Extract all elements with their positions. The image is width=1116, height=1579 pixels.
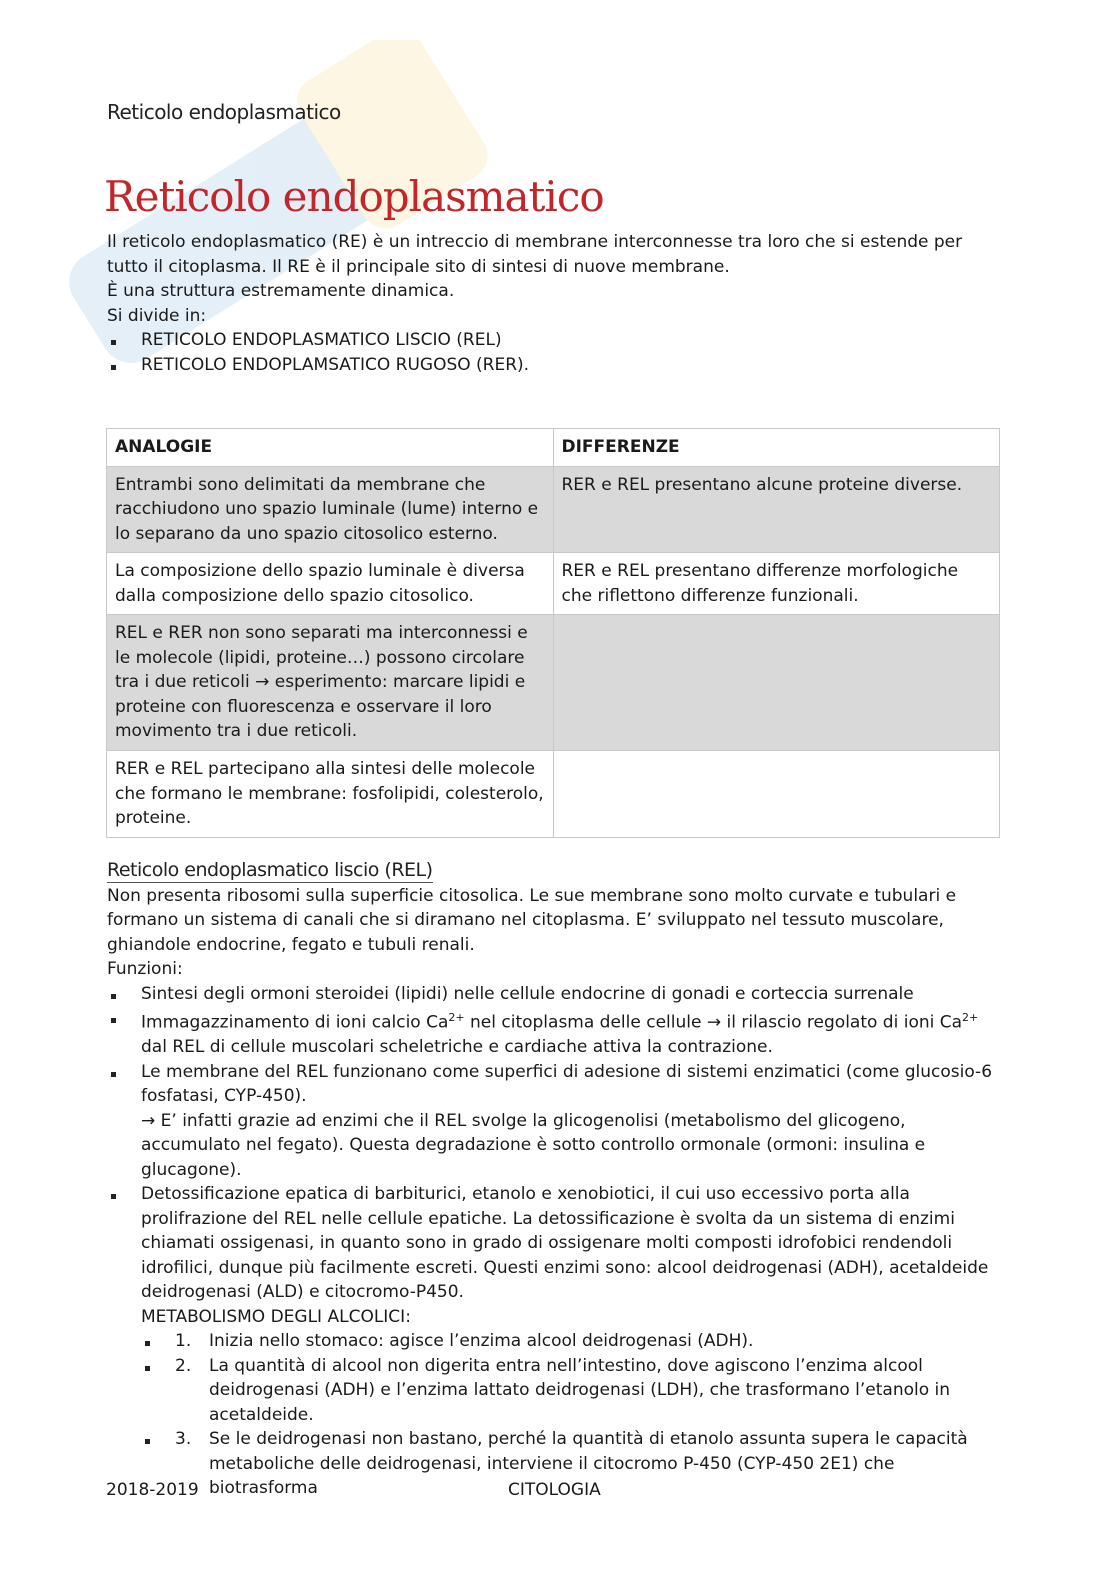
rel-description: Non presenta ribosomi sulla superficie citosolica. Le sue membrane sono molto curvate e tubulari e formano un sistema di canali che si diramano nel citoplasma. E’ sviluppato nel tessuto muscolare, ghiandole endocrine, fegato e tubuli renali. — [107, 885, 957, 955]
table-row — [107, 466, 1000, 553]
table-row — [107, 553, 1000, 615]
intro-section — [107, 230, 1007, 377]
intro-paragraph: Il reticolo endoplasmatico (RE) è un intreccio di membrane interconnesse tra loro che si estende per tutto il citoplasma. Il RE è il principale sito di sintesi di nuove membrane. — [107, 232, 963, 277]
intro-bullet-list — [107, 328, 1007, 377]
column-header-differenze: DIFFERENZE — [553, 429, 1000, 467]
intro-paragraph: È una struttura estremamente dinamica. — [107, 281, 455, 301]
comparison-table — [106, 428, 1000, 838]
step-text: Se le deidrogenasi non bastano, perché la quantità di etanolo assunta supera le capacità metaboliche delle deidrogenasi, interviene il citocromo P-450 (CYP-450 2E1) che biotrasforma — [209, 1429, 968, 1499]
table-cell — [553, 615, 1000, 751]
table-cell: RER e REL presentano differenze morfologiche che riflettono differenze funzionali. — [553, 553, 1000, 615]
list-item — [141, 1354, 1007, 1428]
footer-year: 2018-2019 — [106, 1480, 199, 1500]
table-cell: REL e RER non sono separati ma interconnessi e le molecole (lipidi, proteine…) possono circolare tra i due reticoli → esperimento: marcare lipidi e proteine con fluorescenza e osservare il loro movimento tra i due reticoli. — [107, 615, 554, 751]
step-text: La quantità di alcool non digerita entra nell’intestino, dove agiscono l’enzima alcool deidrogenasi (ADH) e l’enzima lattato deidrogenasi (LDH), che trasformano l’etanolo in acetaldeide. — [209, 1355, 951, 1425]
list-item — [107, 1060, 1007, 1183]
list-item — [107, 1182, 1007, 1501]
rel-section — [107, 858, 1007, 1501]
text-run: nel citoplasma delle cellule → il rilascio regolato di ioni Ca — [464, 1012, 963, 1033]
table-header-row — [107, 429, 1000, 467]
text-run: Le membrane del REL funzionano come superfici di adesione di sistemi enzimatici (come glucosio-6 fosfatasi, CYP-450). — [141, 1061, 993, 1107]
table-cell: La composizione dello spazio luminale è diversa dalla composizione dello spazio citosolico. — [107, 553, 554, 615]
alcohol-steps-list — [141, 1329, 1007, 1501]
table-cell: RER e REL presentano alcune proteine diverse. — [553, 466, 1000, 553]
intro-paragraph: Si divide in: — [107, 305, 207, 326]
list-item — [141, 1329, 1007, 1354]
text-run: dal REL di cellule muscolari scheletriche e cardiache attiva la contrazione. — [141, 1037, 773, 1058]
subheading-alcohol: METABOLISMO DEGLI ALCOLICI: — [141, 1306, 411, 1327]
step-number: 1. — [175, 1331, 192, 1352]
list-item-note: → E’ infatti grazie ad enzimi che il REL svolge la glicogenolisi (metabolismo del glicogeno, accumulato nel fegato). Questa degradazione è sotto controllo ormonale (ormoni: insulina e glucagone). — [141, 1110, 926, 1180]
list-item: Sintesi degli ormoni steroidei (lipidi) nelle cellule endocrine di gonadi e corteccia surrenale — [107, 982, 1007, 1007]
list-item — [107, 1006, 1007, 1060]
running-header: Reticolo endoplasmatico — [107, 100, 341, 124]
text-run: Detossificazione epatica di barbiturici, etanolo e xenobiotici, il cui uso eccessivo porta alla prolifrazione del REL nelle cellule epatiche. La detossificazione è svolta da un sistema di enzimi chiamati ossigenasi, in quanto sono in grado di ossigenare molti composti idrofobici rendendoli idrofilici, dunque più facilmente escreti. Questi enzimi sono: alcool deidrogenasi (ADH), acetaldeide deidrogenasi (ALD) e citocromo-P450. — [141, 1184, 989, 1303]
step-number: 3. — [175, 1429, 192, 1450]
footer-subject: CITOLOGIA — [508, 1480, 601, 1500]
table-cell: RER e REL partecipano alla sintesi delle molecole che formano le membrane: fosfolipidi, colesterolo, proteine. — [107, 751, 554, 838]
step-number: 2. — [175, 1355, 192, 1376]
functions-list — [107, 982, 1007, 1501]
table-row — [107, 615, 1000, 751]
superscript: 2+ — [962, 1011, 979, 1024]
page-title: Reticolo endoplasmatico — [104, 172, 604, 221]
superscript: 2+ — [448, 1011, 465, 1024]
list-item: RETICOLO ENDOPLAMSATICO RUGOSO (RER). — [107, 353, 1007, 378]
functions-label: Funzioni: — [107, 959, 183, 979]
list-item: RETICOLO ENDOPLASMATICO LISCIO (REL) — [107, 328, 1007, 353]
table-row — [107, 751, 1000, 838]
column-header-analogie: ANALOGIE — [107, 429, 554, 467]
text-run: Immagazzinamento di ioni calcio Ca — [141, 1012, 449, 1033]
table-cell: Entrambi sono delimitati da membrane che racchiudono uno spazio luminale (lume) interno e lo separano da uno spazio citosolico esterno. — [107, 466, 554, 553]
table-cell — [553, 751, 1000, 838]
step-text: Inizia nello stomaco: agisce l’enzima alcool deidrogenasi (ADH). — [209, 1331, 754, 1352]
section-heading: Reticolo endoplasmatico liscio (REL) — [107, 859, 433, 881]
